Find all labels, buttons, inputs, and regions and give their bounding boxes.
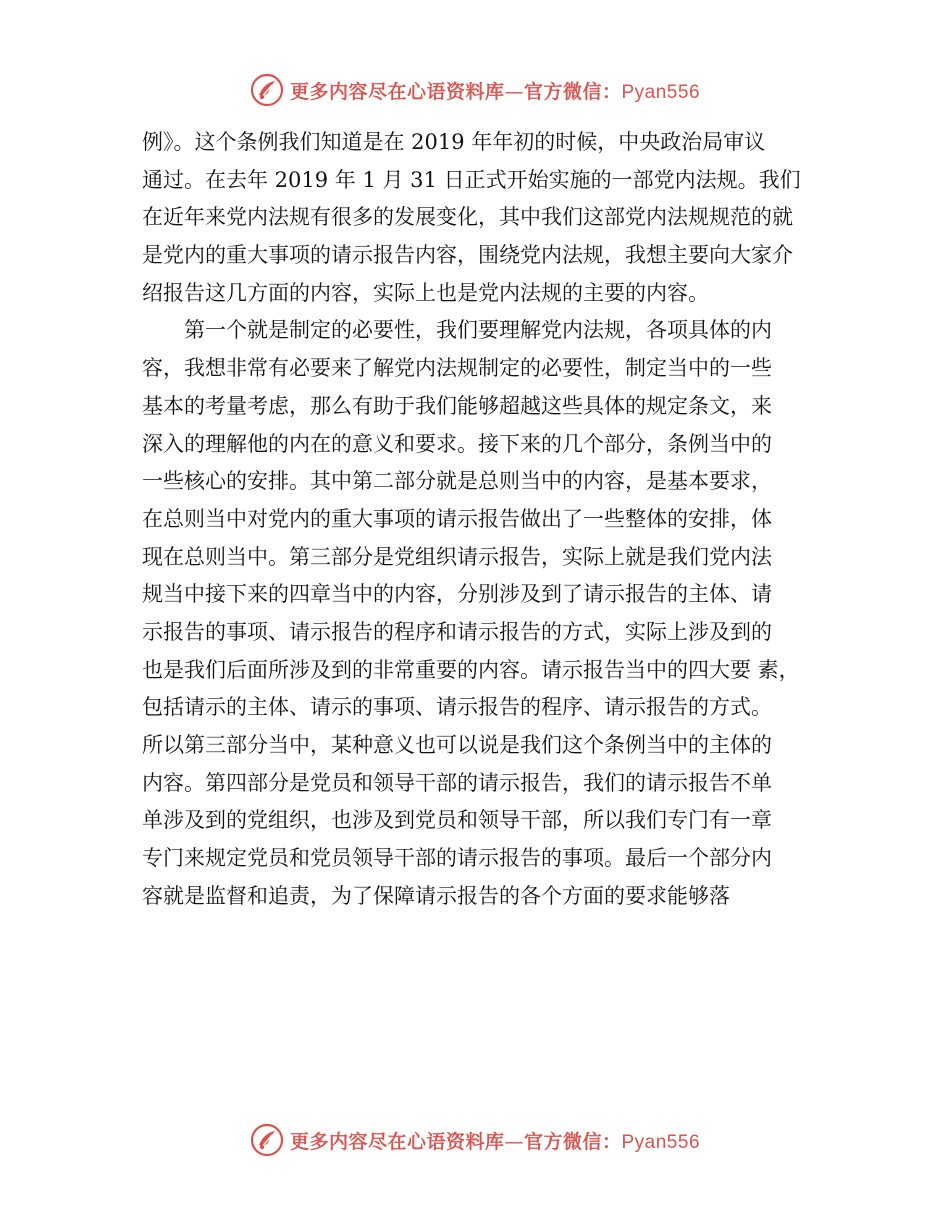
- text-line: 是党内的重大事项的请示报告内容，围绕党内法规，我想主要向大家介: [142, 243, 793, 268]
- text-line: 现在总则当中。第三部分是党组织请示报告，实际上就是我们党内法: [142, 544, 772, 569]
- text-line: 一些核心的安排。其中第二部分就是总则当中的内容，是基本要求，: [142, 469, 772, 494]
- header-banner: [0, 70, 950, 110]
- text-line: 在近年来党内法规有很多的发展变化，其中我们这部党内法规规范的就: [142, 205, 793, 230]
- banner-wechat-label: 官方微信：: [523, 80, 622, 103]
- text-line: 容，我想非常有必要来了解党内法规制定的必要性，制定当中的一些: [142, 356, 772, 381]
- banner-dash: —: [504, 1130, 524, 1153]
- banner-text: [290, 77, 700, 104]
- footer-banner: [0, 1120, 950, 1160]
- text-line: 内容。第四部分是党员和领导干部的请示报告，我们的请示报告不单: [142, 770, 772, 795]
- banner-text: [290, 1127, 700, 1154]
- text-line: 专门来规定党员和党员领导干部的请示报告的事项。最后一个部分内: [142, 846, 772, 871]
- text-line: 示报告的事项、请示报告的程序和请示报告的方式，实际上涉及到的: [142, 619, 772, 644]
- banner-wechat-id: Pyan556: [621, 81, 701, 103]
- text-line: 例》。这个条例我们知道是在 2019 年年初的时候，中央政治局审议: [142, 130, 766, 154]
- text-line: 深入的理解他的内在的意义和要求。接下来的几个部分，条例当中的: [142, 431, 772, 456]
- banner-title: 更多内容尽在心语资料库: [289, 80, 505, 103]
- text-line: 所以第三部分当中，某种意义也可以说是我们这个条例当中的主体的: [142, 733, 772, 757]
- banner-title: 更多内容尽在心语资料库: [289, 1130, 505, 1153]
- text-line: 容就是监督和追责，为了保障请示报告的各个方面的要求能够落: [142, 883, 730, 908]
- text-line: 在总则当中对党内的重大事项的请示报告做出了一些整体的安排，体: [142, 506, 772, 531]
- text-line: 也是我们后面所涉及到的非常重要的内容。请示报告当中的四大要 素，: [142, 657, 800, 682]
- document-body: [142, 124, 810, 915]
- banner-dash: —: [504, 80, 524, 103]
- paragraph-first-line: 第一个就是制定的必要性，我们要理解党内法规，各项具体的内: [184, 318, 772, 343]
- text-line: 单涉及到的党组织，也涉及到党员和领导干部，所以我们专门有一章: [142, 808, 772, 833]
- text-line: 包括请示的主体、请示的事项、请示报告的程序、请示报告的方式。: [142, 695, 772, 720]
- banner-wechat-id: Pyan556: [621, 1131, 701, 1153]
- text-line: 规当中接下来的四章当中的内容，分别涉及到了请示报告的主体、请: [142, 582, 772, 607]
- banner-wechat-label: 官方微信：: [523, 1130, 622, 1153]
- scroll-quill-icon: [250, 73, 284, 107]
- scroll-quill-icon: [250, 1123, 284, 1157]
- text-line: 基本的考量考虑，那么有助于我们能够超越这些具体的规定条文，来: [142, 393, 772, 418]
- text-line: 绍报告这几方面的内容，实际上也是党内法规的主要的内容。: [142, 280, 709, 305]
- text-line: 通过。在去年 2019 年 1 月 31 日正式开始实施的一部党内法规。我们: [142, 167, 801, 192]
